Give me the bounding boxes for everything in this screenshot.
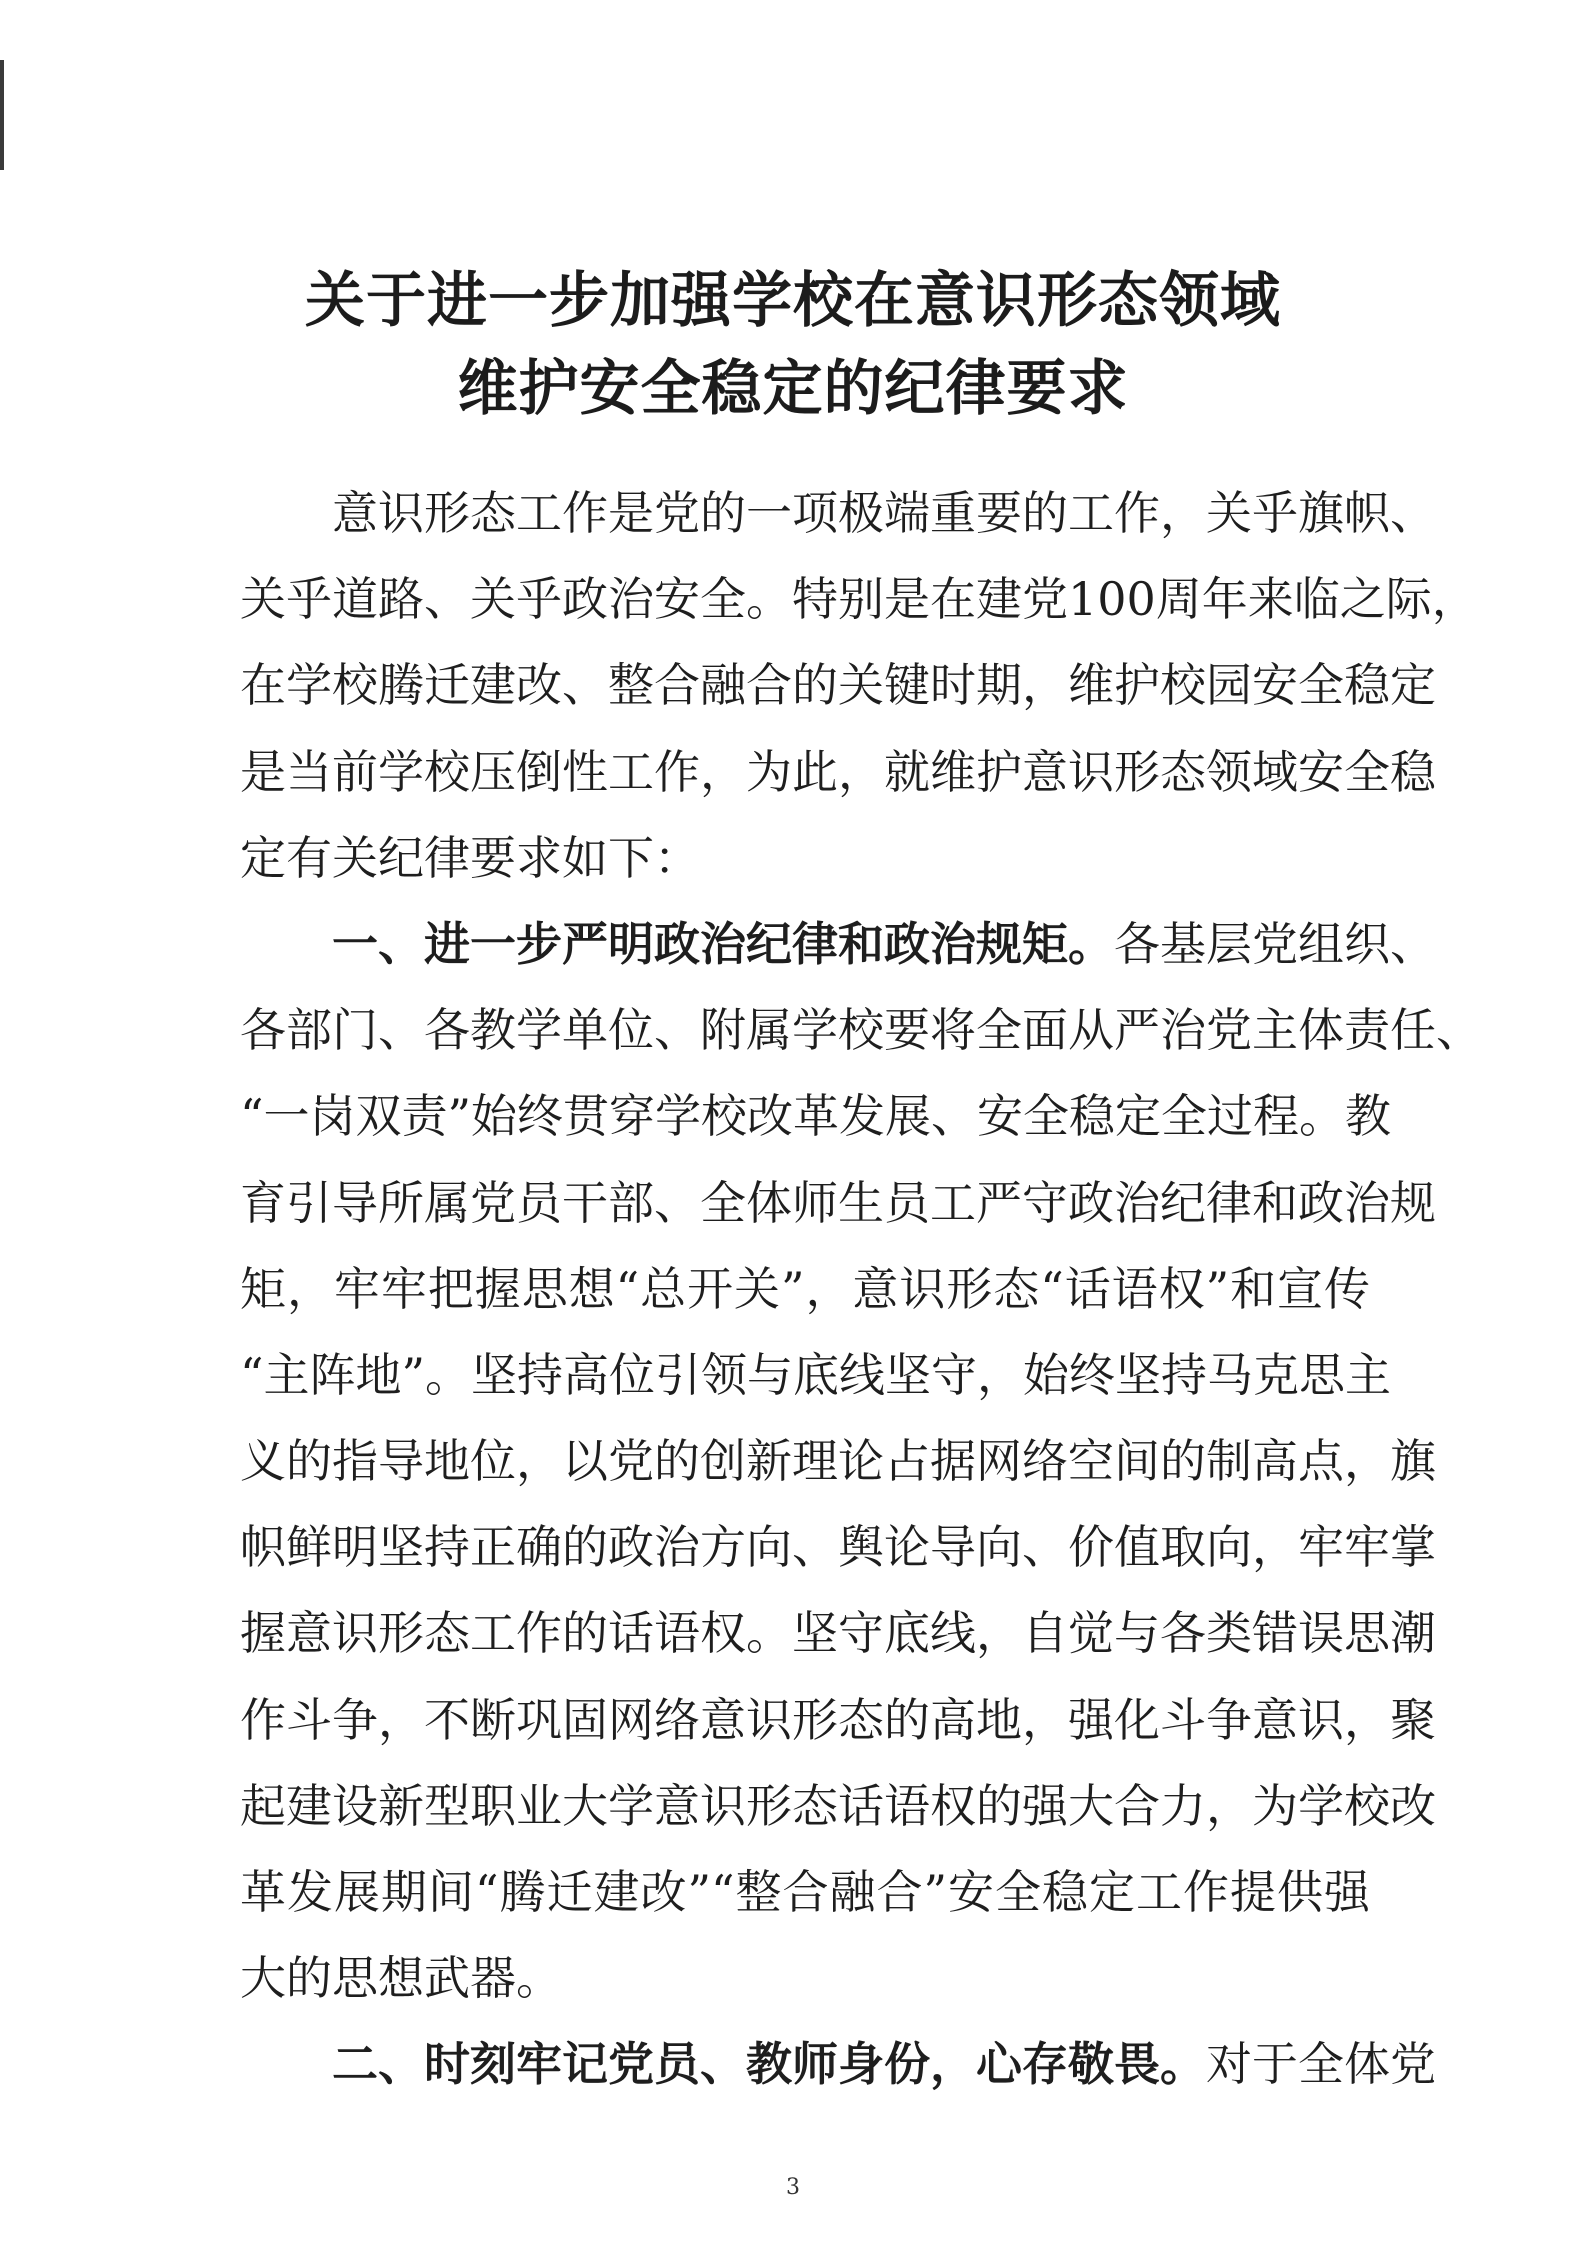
section-1-line: 大的思想武器。 <box>240 1951 562 2006</box>
section-1-line: 义的指导地位，以党的创新理论占据网络空间的制高点，旗 <box>240 1434 1436 1489</box>
section-1-line: 作斗争，不断巩固网络意识形态的高地，强化斗争意识，聚 <box>240 1692 1436 1747</box>
section-2-first-line <box>240 2021 1436 2107</box>
intro-line: 关乎道路、关乎政治安全。特别是在建党100周年来临之际， <box>240 572 1478 627</box>
intro-line: 意识形态工作是党的一项极端重要的工作，关乎旗帜、 <box>240 486 1436 540</box>
section-1-line: 革发展期间“腾迁建改”“整合融合”安全稳定工作提供强 <box>240 1865 1370 1919</box>
section-1-line: 帜鲜明坚持正确的政治方向、舆论导向、价值取向，牢牢掌 <box>240 1520 1436 1575</box>
section-1-line: “一岗双责”始终贯穿学校改革发展、安全稳定全过程。教 <box>240 1089 1392 1144</box>
intro-line: 在学校腾迁建改、整合融合的关键时期，维护校园安全稳定 <box>240 658 1436 713</box>
document-title-line-1: 关于进一步加强学校在意识形态领域 <box>305 266 1281 336</box>
intro-line: 定有关纪律要求如下： <box>240 830 700 885</box>
section-1-line: 起建设新型职业大学意识形态话语权的强大合力，为学校改 <box>240 1778 1436 1833</box>
scan-edge-mark <box>0 60 4 170</box>
page-number: 3 <box>786 2175 800 2200</box>
section-2-heading: 二、时刻牢记党员、教师身份，心存敬畏。 <box>240 2037 1206 2092</box>
section-1-line: 育引导所属党员干部、全体师生员工严守政治纪律和政治规 <box>240 1175 1436 1230</box>
section-1-line: 各部门、各教学单位、附属学校要将全面从严治党主体责任、 <box>240 1003 1482 1058</box>
section-1-heading: 一、进一步严明政治纪律和政治规矩。 <box>240 916 1114 971</box>
intro-line: 是当前学校压倒性工作，为此，就维护意识形态领域安全稳 <box>240 744 1436 799</box>
section-1-first-line <box>240 901 1436 987</box>
section-1-line: 握意识形态工作的话语权。坚守底线，自觉与各类错误思潮 <box>240 1606 1436 1661</box>
section-2-first-line-rest: 对于全体党 <box>1206 2037 1436 2092</box>
section-1-line: 矩，牢牢把握思想“总开关”，意识形态“话语权”和宣传 <box>240 1261 1370 1316</box>
section-1-line: “主阵地”。坚持高位引领与底线坚守，始终坚持马克思主 <box>240 1347 1392 1402</box>
document-title-line-2: 维护安全稳定的纪律要求 <box>457 354 1129 424</box>
section-1-first-line-rest: 各基层党组织、 <box>1114 916 1436 971</box>
document-body <box>240 470 1482 2108</box>
